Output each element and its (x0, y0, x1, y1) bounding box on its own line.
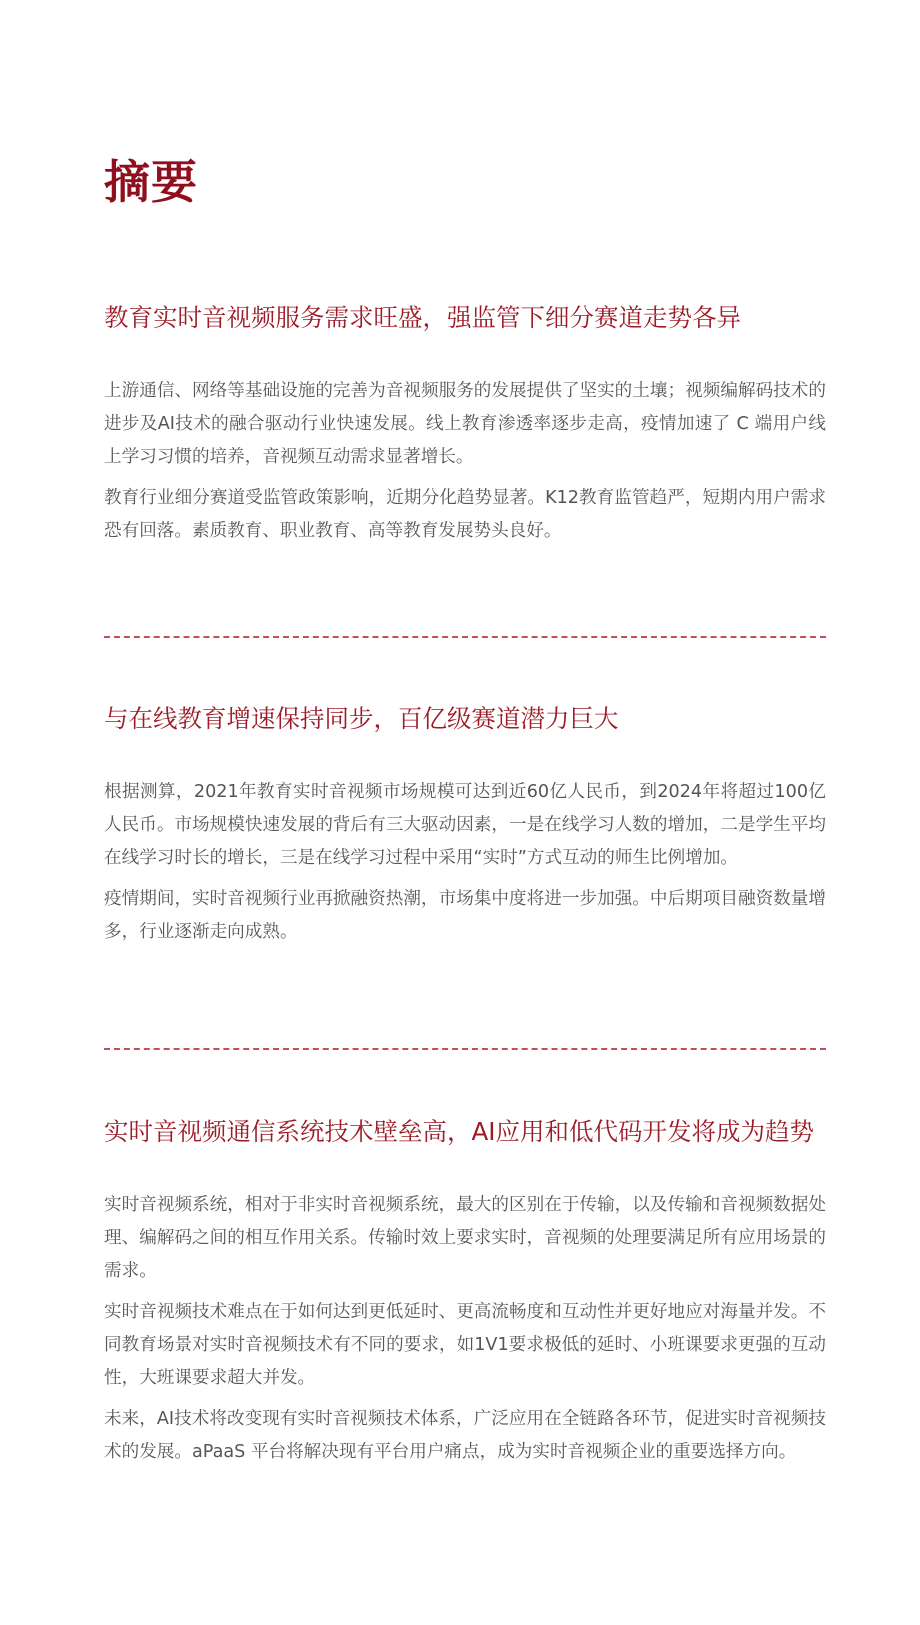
section-divider (104, 636, 826, 638)
paragraph: 实时音视频系统，相对于非实时音视频系统，最大的区别在于传输，以及传输和音视频数据处理、编解码之间的相互作用关系。传输时效上要求实时，音视频的处理要满足所有应用场景的需求。 (104, 1195, 826, 1281)
section-demand (104, 300, 826, 556)
section-heading: 与在线教育增速保持同步，百亿级赛道潜力巨大 (104, 704, 619, 733)
section-technology (104, 1114, 826, 1477)
paragraph: 上游通信、网络等基础设施的完善为音视频服务的发展提供了坚实的土壤；视频编解码技术的进步及AI技术的融合驱动行业快速发展。线上教育渗透率逐步走高，疫情加速了 C 端用户线上学习习惯的培养，音视频互动需求显著增长。 (104, 381, 826, 467)
section-market (104, 701, 826, 957)
paragraph: 教育行业细分赛道受监管政策影响，近期分化趋势显著。K12教育监管趋严，短期内用户需求恐有回落。素质教育、职业教育、高等教育发展势头良好。 (104, 488, 826, 541)
paragraph: 实时音视频技术难点在于如何达到更低延时、更高流畅度和互动性并更好地应对海量并发。不同教育场景对实时音视频技术有不同的要求，如1V1要求极低的延时、小班课要求更强的互动性，大班课要求超大并发。 (104, 1302, 826, 1388)
section-heading: 实时音视频通信系统技术壁垒高，AI应用和低代码开发将成为趋势 (104, 1117, 814, 1146)
section-body (104, 375, 826, 548)
section-body (104, 1189, 826, 1469)
section-divider (104, 1048, 826, 1050)
paragraph: 根据测算，2021年教育实时音视频市场规模可达到近60亿人民币，到2024年将超过100亿人民币。市场规模快速发展的背后有三大驱动因素，一是在线学习人数的增加，二是学生平均在线学习时长的增长，三是在线学习过程中采用“实时”方式互动的师生比例增加。 (104, 782, 826, 868)
paragraph: 未来，AI技术将改变现有实时音视频技术体系，广泛应用在全链路各环节，促进实时音视频技术的发展。aPaaS 平台将解决现有平台用户痛点，成为实时音视频企业的重要选择方向。 (104, 1409, 826, 1462)
section-body (104, 776, 826, 949)
page-title: 摘要 (104, 155, 198, 209)
paragraph: 疫情期间，实时音视频行业再掀融资热潮，市场集中度将进一步加强。中后期项目融资数量增多，行业逐渐走向成熟。 (104, 889, 826, 942)
section-heading: 教育实时音视频服务需求旺盛，强监管下细分赛道走势各异 (104, 303, 741, 332)
